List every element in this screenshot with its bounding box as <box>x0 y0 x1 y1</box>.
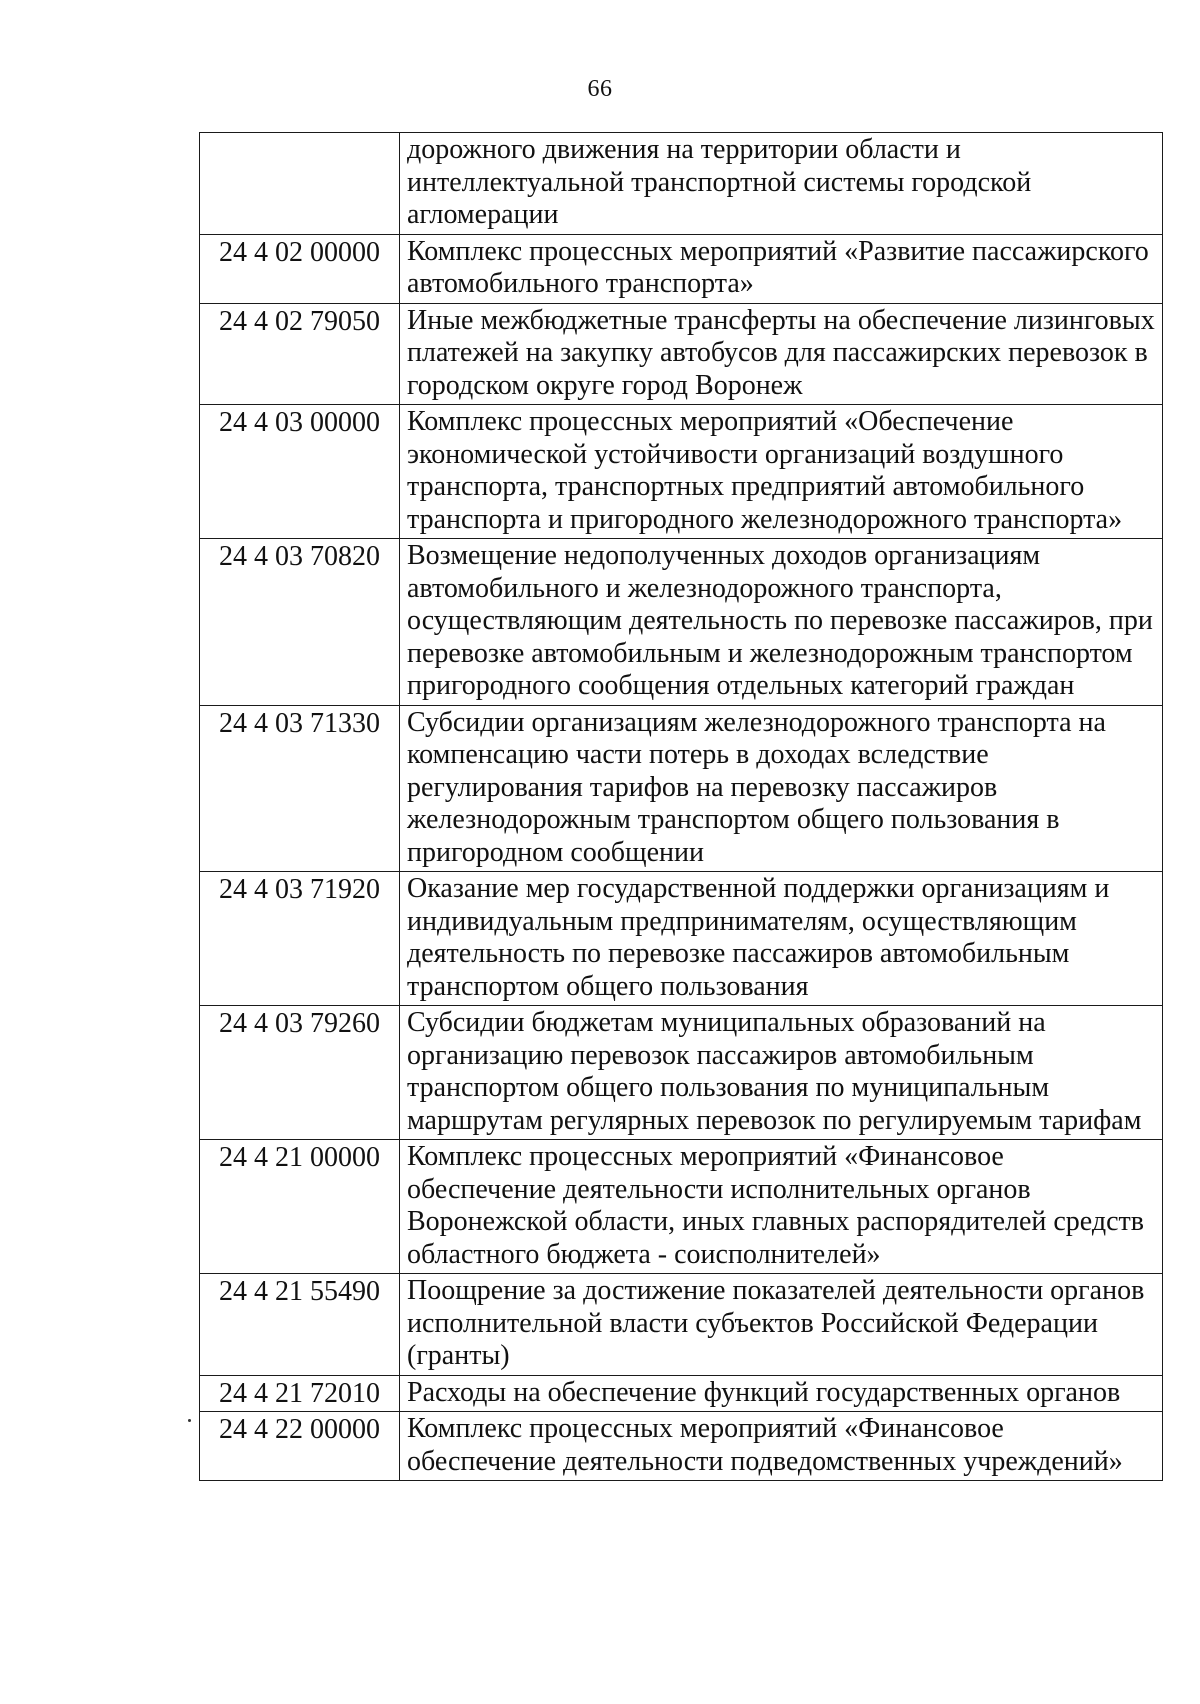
code-cell: 24 4 02 79050 <box>200 303 400 405</box>
description-cell: Комплекс процессных мероприятий «Финансовое обеспечение деятельности исполнительных органов Воронежской области, иных главных распорядителей средств областного бюджета - соисполнителей» <box>400 1140 1163 1274</box>
table-row <box>200 1006 1163 1140</box>
table-row <box>200 1274 1163 1376</box>
description-cell: Комплекс процессных мероприятий «Развитие пассажирского автомобильного транспорта» <box>400 234 1163 303</box>
code-cell <box>200 133 400 235</box>
code-cell: 24 4 03 00000 <box>200 405 400 539</box>
code-cell: 24 4 03 71920 <box>200 872 400 1006</box>
page-number: 66 <box>587 76 613 102</box>
table-row <box>200 705 1163 872</box>
table-row <box>200 539 1163 706</box>
code-cell: 24 4 02 00000 <box>200 234 400 303</box>
description-cell: Возмещение недополученных доходов организациям автомобильного и железнодорожного транспорта, осуществляющим деятельность по перевозке пассажиров, при перевозке автомобильным и железнодорожным транспортом пригородного сообщения отдельных категорий граждан <box>400 539 1163 706</box>
code-cell: 24 4 21 72010 <box>200 1375 400 1412</box>
table-row <box>200 872 1163 1006</box>
table-row <box>200 405 1163 539</box>
table-row <box>200 1412 1163 1481</box>
scan-speck <box>188 1419 191 1422</box>
table-row <box>200 133 1163 235</box>
table-row <box>200 303 1163 405</box>
code-cell: 24 4 03 79260 <box>200 1006 400 1140</box>
description-cell: Оказание мер государственной поддержки организациям и индивидуальным предпринимателям, осуществляющим деятельность по перевозке пассажиров автомобильным транспортом общего пользования <box>400 872 1163 1006</box>
description-cell: Субсидии бюджетам муниципальных образований на организацию перевозок пассажиров автомобильным транспортом общего пользования по муниципальным маршрутам регулярных перевозок по регулируемым тарифам <box>400 1006 1163 1140</box>
table-row <box>200 234 1163 303</box>
description-cell: Поощрение за достижение показателей деятельности органов исполнительной власти субъектов Российской Федерации (гранты) <box>400 1274 1163 1376</box>
description-cell: Иные межбюджетные трансферты на обеспечение лизинговых платежей на закупку автобусов для пассажирских перевозок в городском округе город Воронеж <box>400 303 1163 405</box>
code-cell: 24 4 21 55490 <box>200 1274 400 1376</box>
description-cell: Комплекс процессных мероприятий «Финансовое обеспечение деятельности подведомственных учреждений» <box>400 1412 1163 1481</box>
code-cell: 24 4 03 70820 <box>200 539 400 706</box>
description-cell: Субсидии организациям железнодорожного транспорта на компенсацию части потерь в доходах вследствие регулирования тарифов на перевозку пассажиров железнодорожным транспортом общего пользования в пригородном сообщении <box>400 705 1163 872</box>
code-cell: 24 4 22 00000 <box>200 1412 400 1481</box>
code-cell: 24 4 21 00000 <box>200 1140 400 1274</box>
code-cell: 24 4 03 71330 <box>200 705 400 872</box>
description-cell: Расходы на обеспечение функций государственных органов <box>400 1375 1163 1412</box>
description-cell: дорожного движения на территории области и интеллектуальной транспортной системы городской агломерации <box>400 133 1163 235</box>
description-cell: Комплекс процессных мероприятий «Обеспечение экономической устойчивости организаций воздушного транспорта, транспортных предприятий автомобильного транспорта и пригородного железнодорожного транспорта» <box>400 405 1163 539</box>
budget-classification-table <box>199 132 1163 1481</box>
table-row <box>200 1375 1163 1412</box>
table-row <box>200 1140 1163 1274</box>
